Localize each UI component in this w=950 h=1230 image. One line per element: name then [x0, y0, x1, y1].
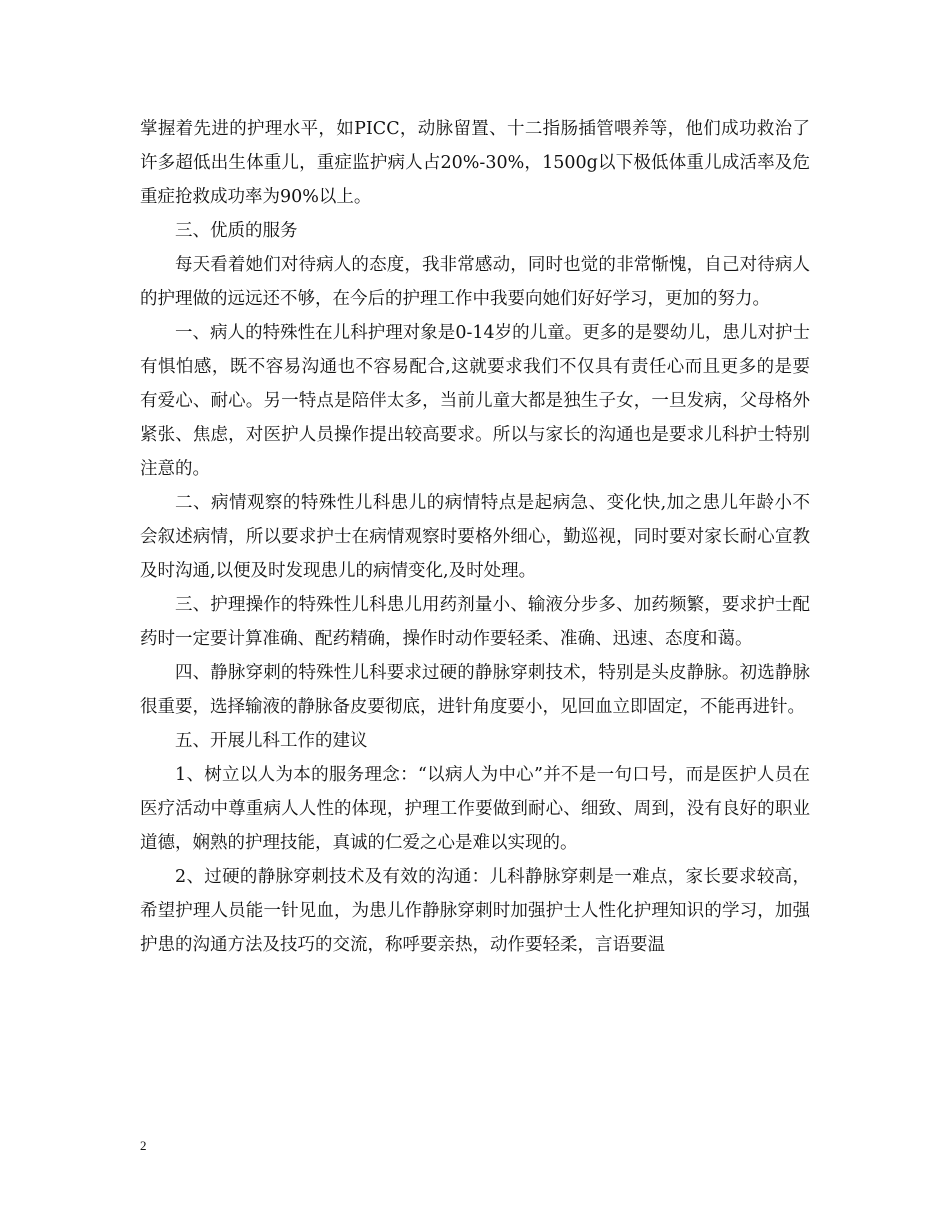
document-body [140, 112, 810, 962]
paragraph-6: 三、护理操作的特殊性儿科患儿用药剂量小、输液分步多、加药频繁，要求护士配药时一定要计算准确、配药精确，操作时动作要轻柔、准确、迅速、态度和蔼。 [140, 595, 810, 649]
paragraph-3: 每天看着她们对待病人的态度，我非常感动，同时也觉的非常惭愧，自己对待病人的护理做的远远还不够，在今后的护理工作中我要向她们好好学习，更加的努力。 [140, 255, 810, 309]
paragraph-10: 2、过硬的静脉穿刺技术及有效的沟通：儿科静脉穿刺是一难点，家长要求较高，希望护理人员能一针见血，为患儿作静脉穿刺时加强护士人性化护理知识的学习，加强护患的沟通方法及技巧的交流，称呼要亲热，动作要轻柔，言语要温 [140, 867, 810, 955]
page-number: 2 [140, 1138, 147, 1153]
paragraph-5: 二、病情观察的特殊性儿科患儿的病情特点是起病急、变化快,加之患儿年龄小不会叙述病情，所以要求护士在病情观察时要格外细心，勤巡视，同时要对家长耐心宣教及时沟通,以便及时发现患儿的病情变化,及时处理。 [140, 493, 810, 581]
paragraph-1: 掌握着先进的护理水平，如PICC，动脉留置、十二指肠插管喂养等，他们成功救治了许多超低出生体重儿，重症监护病人占20%-30%，1500g以下极低体重儿成活率及危重症抢救成功率为90%以上。 [140, 119, 810, 207]
paragraph-4: 一、病人的特殊性在儿科护理对象是0-14岁的儿童。更多的是婴幼儿，患儿对护士有惧怕感，既不容易沟通也不容易配合,这就要求我们不仅具有责任心而且更多的是要有爱心、耐心。另一特点是陪伴太多，当前儿童大都是独生子女，一旦发病，父母格外紧张、焦虑，对医护人员操作提出较高要求。所以与家长的沟通也是要求儿科护士特别注意的。 [140, 323, 810, 479]
paragraph-9: 1、树立以人为本的服务理念：“以病人为中心”并不是一句口号，而是医护人员在医疗活动中尊重病人人性的体现，护理工作要做到耐心、细致、周到，没有良好的职业道德，娴熟的护理技能，真诚的仁爱之心是难以实现的。 [140, 765, 810, 853]
section-heading-quality-service: 三、优质的服务 [175, 221, 298, 241]
paragraph-7: 四、静脉穿刺的特殊性儿科要求过硬的静脉穿刺技术，特别是头皮静脉。初选静脉很重要，选择输液的静脉备皮要彻底，进针角度要小，见回血立即固定，不能再进针。 [140, 663, 810, 717]
section-heading-suggestions: 五、开展儿科工作的建议 [175, 731, 368, 751]
